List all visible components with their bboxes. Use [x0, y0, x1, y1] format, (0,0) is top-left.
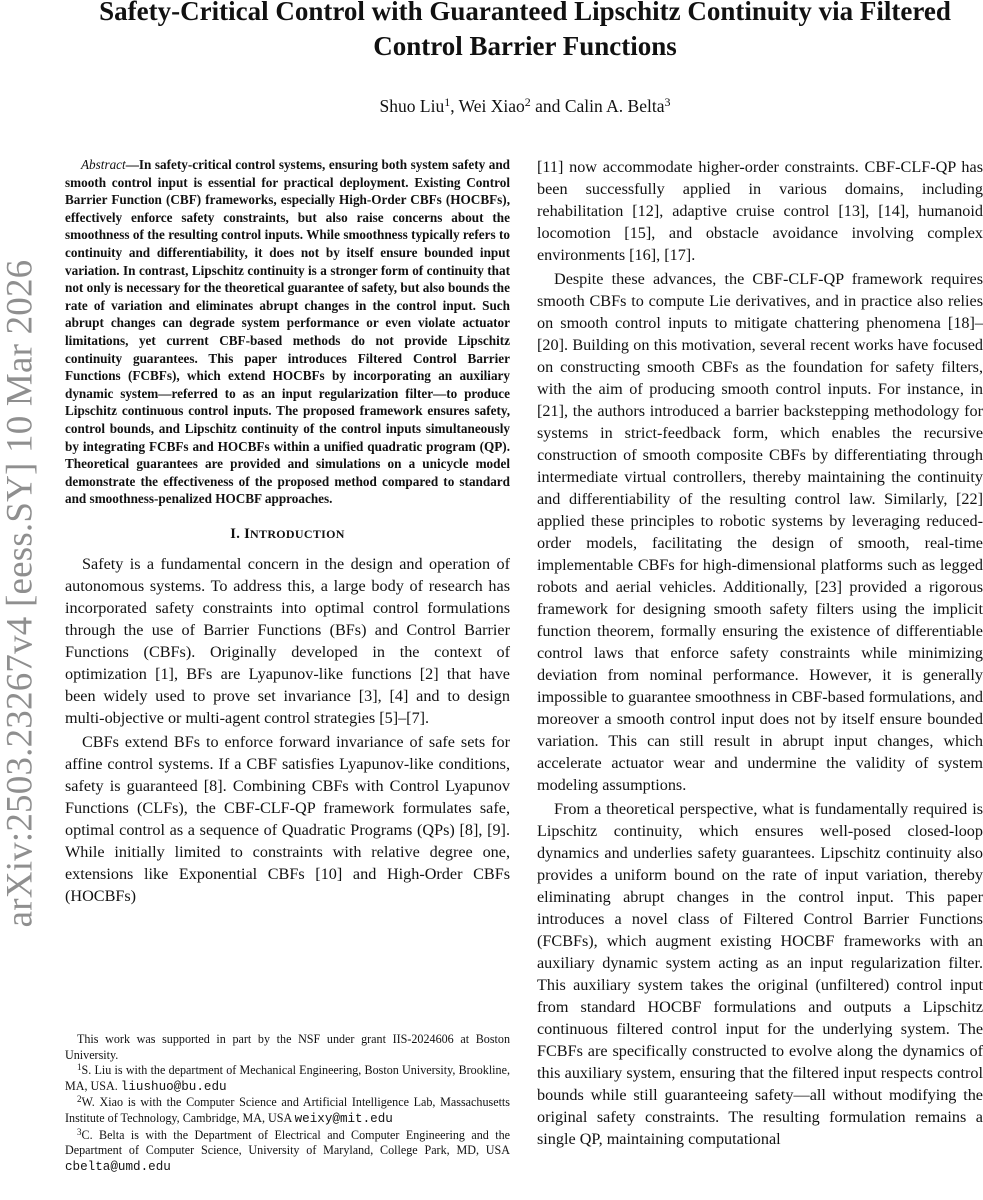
- introduction-left-body: [65, 553, 510, 907]
- author-name: Wei Xiao: [458, 96, 525, 116]
- author-email-link[interactable]: weixy@mit.edu: [294, 1111, 393, 1126]
- right-column: [537, 156, 983, 1152]
- body-paragraph: From a theoretical perspective, what is fundamentally required is Lipschitz continuity, which ensures well-posed closed-loop dynamics and underlies safety guarantees. Lipschitz continuity also provides a uniform bound on the rate of input variation, thereby eliminating abrupt changes in the control input. This paper introduces a novel class of Filtered Control Barrier Functions (FCBFs), which augment existing HOCBF frameworks with an auxiliary dynamic system acting as an input regularization filter. This auxiliary system takes the original (unfiltered) control input from standard HOCBF formulations and outputs a Lipschitz continuous filtered control input for the underlying system. The FCBFs are specifically constructed to evolve along the dynamics of this auxiliary system, ensuring that the filtered input respects control bounds while still guaranteeing safety—all without modifying the original safety constraints. The resulting formulation remains a single QP, maintaining computational: [537, 800, 983, 1148]
- author-separator: ,: [450, 96, 459, 116]
- abstract-text: In safety-critical control systems, ensuring both system safety and smooth control input is essential for practical deployment. Existing Control Barrier Function (CBF) frameworks, especially High-Order CBFs (HOCBFs), effectively enforce safety constraints, but also raise concerns about the smoothness of the resulting control inputs. While smoothness typically refers to continuity and differentiability, it does not by itself ensure bounded input variation. In contrast, Lipschitz continuity is a stronger form of continuity that not only is necessary for the theoretical guarantee of safety, but also bounds the rate of variation and eliminates abrupt changes in the control input. Such abrupt changes can degrade system performance or even violate actuator limitations, yet current CBF-based methods do not provide Lipschitz continuity guarantees. This paper introduces Filtered Control Barrier Functions (FCBFs), which extend HOCBFs by incorporating an auxiliary dynamic system—referred to as an input regularization filter—to produce Lipschitz continuous control inputs. The proposed framework ensures safety, control bounds, and Lipschitz continuity of the control inputs simultaneously by integrating FCBFs and HOCBFs within a unified quadratic program (QP). Theoretical guarantees are provided and simulations on a unicycle model demonstrate the effectiveness of the proposed method compared to standard and smoothness-penalized HOCBF approaches.: [65, 157, 510, 507]
- author-email-link[interactable]: cbelta@umd.edu: [65, 1159, 171, 1174]
- body-paragraph: CBFs extend BFs to enforce forward invariance of safe sets for affine control systems. If a CBF satisfies Lyapunov-like conditions, safety is guaranteed [8]. Combining CBFs with Control Lyapunov Functions (CLFs), the CBF-CLF-QP framework formulates safe, optimal control as a sequence of Quadratic Programs (QPs) [8], [9]. While initially limited to constraints with relative degree one, extensions like Exponential CBFs [10] and High-Order CBFs (HOCBFs): [65, 732, 510, 905]
- abstract: [65, 156, 510, 508]
- author-separator: and: [530, 96, 565, 116]
- author-line: [60, 94, 983, 118]
- footnote-text: C. Belta is with the Department of Electrical and Computer Engineering and the Department of Computer Science, University of Maryland, College Park, MD, USA: [65, 1127, 510, 1158]
- author-affiliation-mark: 2: [524, 95, 531, 109]
- footnote-funding: This work was supported in part by the NSF under grant IIS-2024606 at Boston University.: [65, 1032, 510, 1062]
- footnotes: [65, 1032, 510, 1175]
- body-paragraph: Safety is a fundamental concern in the design and operation of autonomous systems. To address this, a large body of research has incorporated safety constraints into optimal control formulations through the use of Barrier Functions (BFs) and Control Barrier Functions (CBFs). Originally developed in the context of optimization [1], BFs are Lyapunov-like functions [2] that have been widely used to prove set invariance [3], [4] and to design multi-objective or multi-agent control strategies [5]–[7].: [65, 554, 510, 727]
- arxiv-identifier-stamp: [0, 248, 40, 938]
- footnote-affiliation: [65, 1063, 510, 1095]
- body-paragraph: Despite these advances, the CBF-CLF-QP framework requires smooth CBFs to compute Lie derivatives, and in practice also relies on smooth control inputs to mitigate chattering phenomena [18]–[20]. Building on this motivation, several recent works have focused on constructing smooth CBFs as the foundation for safety filters, with the aim of producing smooth control inputs. For instance, in [21], the authors introduced a barrier backstepping methodology for systems in strict-feedback form, which enables the recursive construction of smooth composite CBFs by differentiating through intermediate virtual controllers, thereby maintaining the continuity and differentiability of the resulting control law. Similarly, [22] applied these principles to robotic systems by leveraging reduced-order models, facilitating the design of smooth, real-time implementable CBFs for high-dimensional platforms such as legged robots and aerial vehicles. Additionally, [23] provided a rigorous framework for designing smooth safety filters using the implicit function theorem, formally ensuring the existence of differentiable control laws that enforce safety constraints while minimizing deviation from nominal performance. However, it is generally impossible to guarantee smoothness in CBF-based formulations, and moreover a smooth control input does not by itself ensure bounded variation. This can still result in abrupt input changes, which accelerate actuator wear and undermine the validity of system modeling assumptions.: [537, 270, 983, 794]
- footnote-affiliation: [65, 1095, 510, 1127]
- author-affiliation-mark: 1: [444, 95, 451, 109]
- section-number: I.: [230, 525, 241, 542]
- author-name: Shuo Liu: [379, 96, 445, 116]
- left-column: [65, 156, 510, 909]
- section-heading-introduction: [65, 526, 510, 543]
- author-name: Calin A. Belta: [564, 96, 665, 116]
- abstract-label: Abstract: [81, 157, 126, 172]
- footnote-affiliation: [65, 1128, 510, 1176]
- author-affiliation-mark: 3: [664, 95, 671, 109]
- footnote-mark: 2: [77, 1094, 82, 1105]
- section-title-rest: NTRODUCTION: [250, 526, 345, 541]
- author-email-link[interactable]: liushuo@bu.edu: [120, 1079, 227, 1094]
- section-title-initial: I: [244, 525, 251, 542]
- body-paragraph-continuation: [11] now accommodate higher-order constraints. CBF-CLF-QP has been successfully applied in various domains, including rehabilitation [12], adaptive cruise control [13], [14], humanoid locomotion [15], and obstacle avoidance involving complex environments [16], [17].: [537, 158, 983, 264]
- abstract-dash: —: [125, 157, 139, 172]
- footnote-text: S. Liu is with the department of Mechanical Engineering, Boston University, Brookline, MA, USA.: [65, 1063, 510, 1093]
- paper-title: Safety-Critical Control with Guaranteed Lipschitz Continuity via Filtered Control Barrier Functions: [99, 0, 951, 61]
- arxiv-identifier-text: arXiv:2503.23267v4 [eess.SY] 10 Mar 2026: [0, 259, 41, 927]
- footnote-mark: 1: [77, 1062, 82, 1073]
- footnote-mark: 3: [77, 1126, 82, 1137]
- footnote-text: W. Xiao is with the Computer Science and Artificial Intelligence Lab, Massachusetts Institute of Technology, Cambridge, MA, USA: [65, 1095, 510, 1125]
